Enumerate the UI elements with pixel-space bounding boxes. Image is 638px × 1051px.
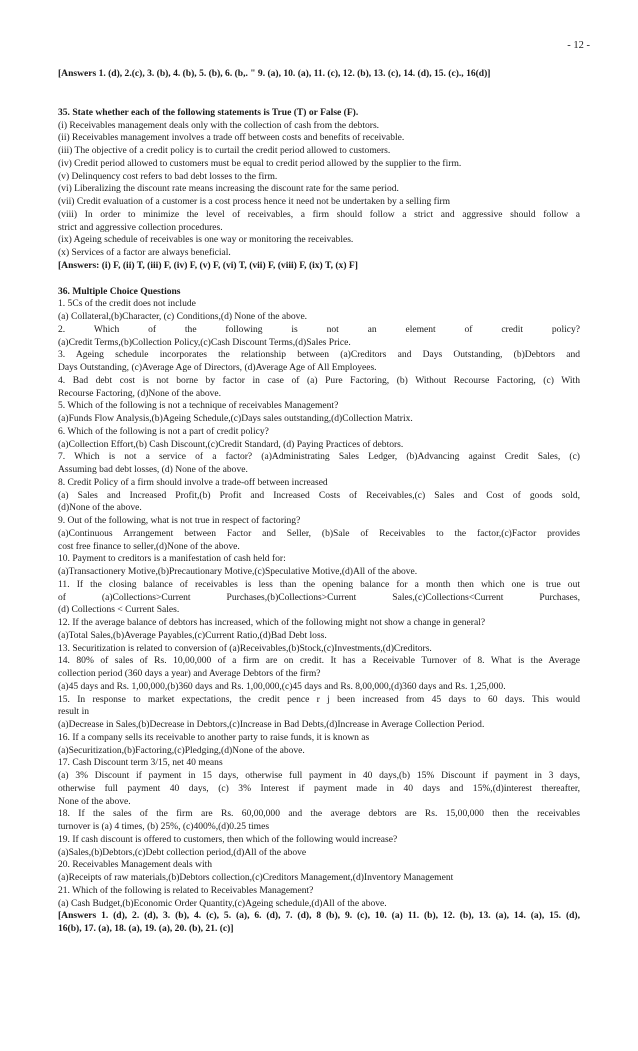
question-line: (d)None of the above. <box>58 502 142 514</box>
question-line: 12. If the average balance of debtors has increased, which of the following might not show a change in general? <box>58 617 486 628</box>
page-number: - 12 - <box>567 40 590 51</box>
answers-previous-section: [Answers 1. (d), 2.(c), 3. (b), 4. (b), 5. (b), 6. (b,. " 9. (a), 10. (a), 11. (c), 12. (b), 13. (c), 14. (d), 15. (c)., 16(d)] <box>58 68 491 79</box>
question-line: 13. Securitization is related to conversion of (a)Receivables,(b)Stock,(c)Investments,(d)Creditors. <box>58 642 432 654</box>
question-line: 2. Which of the following is not an element of credit policy? <box>58 323 580 335</box>
question-line: 3. Ageing schedule incorporates the relationship between (a)Creditors and Days Outstanding, (b)Debtors and <box>58 349 580 361</box>
question-line: 15. In response to market expectations, the credit pence r j been increased from 45 days to 60 days. This would <box>58 693 580 705</box>
statement-line: (i) Receivables management deals only with the collection of cash from the debtors. <box>58 119 380 131</box>
question-line: 18. If the sales of the firm are Rs. 60,00,000 and the average debtors are Rs. 15,00,000 then the receivables <box>58 808 580 820</box>
question-line: Recourse Factoring, (d)None of the above. <box>58 387 222 399</box>
question-line: 11. If the closing balance of receivables is less than the opening balance for a month then which one is true out <box>58 578 580 590</box>
section-36-questions <box>58 298 580 910</box>
question-line: Days Outstanding, (c)Average Age of Directors, (d)Average Age of All Employees. <box>58 362 377 373</box>
section-35-answers: [Answers: (i) F, (ii) T, (iii) F, (iv) F, (v) F, (vi) T, (vii) F, (viii) F, (ix) T, (x) F] <box>58 259 358 271</box>
statement-line: (v) Delinquency cost refers to bad debt losses to the firm. <box>58 170 278 182</box>
question-line: 4. Bad debt cost is not borne by factor in case of (a) Pure Factoring, (b) Without Recourse Factoring, (c) With <box>58 374 580 386</box>
question-line: 9. Out of the following, what is not true in respect of factoring? <box>58 515 301 526</box>
section-35-statements <box>58 120 580 260</box>
question-line: (a)Transactionery Motive,(b)Precautionary Motive,(c)Speculative Motive,(d)All of the above. <box>58 566 418 577</box>
question-line: (a) Sales and Increased Profit,(b) Profit and Increased Costs of Receivables,(c) Sales and Cost of goods sold, <box>58 489 580 501</box>
question-line: 17. Cash Discount term 3/15, net 40 means <box>58 757 223 769</box>
question-line: cost free finance to seller,(d)None of the above. <box>58 540 240 552</box>
question-line: 5. Which of the following is not a technique of receivables Management? <box>58 400 339 412</box>
section-35 <box>58 107 580 273</box>
document-body <box>58 68 580 936</box>
question-line: 10. Payment to creditors is a manifestation of cash held for: <box>58 553 286 565</box>
question-line: of (a)Collections>Current Purchases,(b)Collections>Current Sales,(c)Collections<Current Purchases, <box>58 591 580 603</box>
statement-line: (x) Services of a factor are always beneficial. <box>58 247 231 258</box>
section-36-heading: 36. Multiple Choice Questions <box>58 285 181 297</box>
question-line: (a) Cash Budget,(b)Economic Order Quantity,(c)Ageing schedule,(d)All of the above. <box>58 897 387 909</box>
statement-line: (vi) Liberalizing the discount rate means increasing the discount rate for the same period. <box>58 183 399 195</box>
statement-line: (iii) The objective of a credit policy is to curtail the credit period allowed to customers. <box>58 145 391 156</box>
section-36-answers-line-2: 16(b), 17. (a), 18. (a), 19. (a), 20. (b), 21. (c)] <box>58 923 234 934</box>
question-line: (a)Continuous Arrangement between Factor and Seller, (b)Sale of Receivables to the factor,(c)Factor provides <box>58 527 580 539</box>
question-line: 8. Credit Policy of a firm should involve a trade-off between increased <box>58 476 328 488</box>
section-36-answers-line-1: [Answers 1. (d), 2. (d), 3. (b), 4. (c), 5. (a), 6. (d), 7. (d), 8 (b), 9. (c), 10. (a) 11. (b), 12. (b), 13. (a), 14. (a), 15. (d), <box>58 910 580 922</box>
question-line: (a)Decrease in Sales,(b)Decrease in Debtors,(c)Increase in Bad Debts,(d)Increase in Average Collection Period. <box>58 719 485 730</box>
statement-line: (viii) In order to minimize the level of receivables, a firm should follow a strict and aggressive should follow a <box>58 208 580 220</box>
question-line: Assuming bad debt losses, (d) None of the above. <box>58 464 248 475</box>
question-line: (a)Funds Flow Analysis,(b)Ageing Schedule,(c)Days sales outstanding,(d)Collection Matrix. <box>58 413 413 424</box>
statement-line: (ix) Ageing schedule of receivables is one way or monitoring the receivables. <box>58 234 354 246</box>
question-line: result in <box>58 706 90 718</box>
question-line: 21. Which of the following is related to Receivables Management? <box>58 884 314 896</box>
statement-line: strict and aggressive collection procedures. <box>58 221 223 233</box>
question-line: (a)Total Sales,(b)Average Payables,(c)Current Ratio,(d)Bad Debt loss. <box>58 629 327 641</box>
question-line: 14. 80% of sales of Rs. 10,00,000 of a firm are on credit. It has a Receivable Turnover of 8. What is the Average <box>58 655 580 667</box>
question-line: (a) 3% Discount if payment in 15 days, otherwise full payment in 40 days,(b) 15% Discount if payment in 3 days, <box>58 770 580 781</box>
question-line: otherwise full payment 40 days, (c) 3% Interest if payment made in 40 days and 15%,(d)interest thereafter, <box>58 782 580 794</box>
statement-line: (iv) Credit period allowed to customers must be equal to credit period allowed by the supplier to the firm. <box>58 157 462 169</box>
question-line: (a)Receipts of raw materials,(b)Debtors collection,(c)Creditors Management,(d)Inventory Management <box>58 872 454 883</box>
question-line: 1. 5Cs of the credit does not include <box>58 298 196 310</box>
question-line: (a)Sales,(b)Debtors,(c)Debt collection period,(d)All of the above <box>58 846 307 858</box>
question-line: (d) Collections < Current Sales. <box>58 604 180 616</box>
question-line: 20. Receivables Management deals with <box>58 859 213 871</box>
section-35-heading: 35. State whether each of the following statements is True (T) or False (F). <box>58 106 359 118</box>
question-line: turnover is (a) 4 times, (b) 25%, (c)400%,(d)0.25 times <box>58 821 270 832</box>
statement-line: (vii) Credit evaluation of a customer is a cost process hence it need not be undertaken by a selling firm <box>58 196 451 207</box>
question-line: 7. Which is not a service of a factor? (a)Administrating Sales Ledger, (b)Advancing against Credit Sales, (c) <box>58 451 580 463</box>
question-line: (a)45 days and Rs. 1,00,000,(b)360 days and Rs. 1,00,000,(c)45 days and Rs. 8,00,000,(d)360 days and Rs. 1,25,000. <box>58 680 506 692</box>
statement-line: (ii) Receivables management involves a trade off between costs and benefits of receivable. <box>58 132 405 144</box>
question-line: 6. Which of the following is not a part of credit policy? <box>58 425 269 437</box>
section-36 <box>58 286 580 936</box>
question-line: 19. If cash discount is offered to customers, then which of the following would increase? <box>58 833 398 845</box>
question-line: 16. If a company sells its receivable to another party to raise funds, it is known as <box>58 731 370 743</box>
question-line: (a)Securitization,(b)Factoring,(c)Pledging,(d)None of the above. <box>58 744 305 756</box>
question-line: (a)Collection Effort,(b) Cash Discount,(c)Credit Standard, (d) Paying Practices of debtors. <box>58 438 404 450</box>
question-line: None of the above. <box>58 795 131 807</box>
question-line: (a) Collateral,(b)Character, (c) Conditions,(d) None of the above. <box>58 311 308 322</box>
question-line: collection period (360 days a year) and Average Debtors of the firm? <box>58 668 321 679</box>
question-line: (a)Credit Terms,(b)Collection Policy,(c)Cash Discount Terms,(d)Sales Price. <box>58 336 351 348</box>
